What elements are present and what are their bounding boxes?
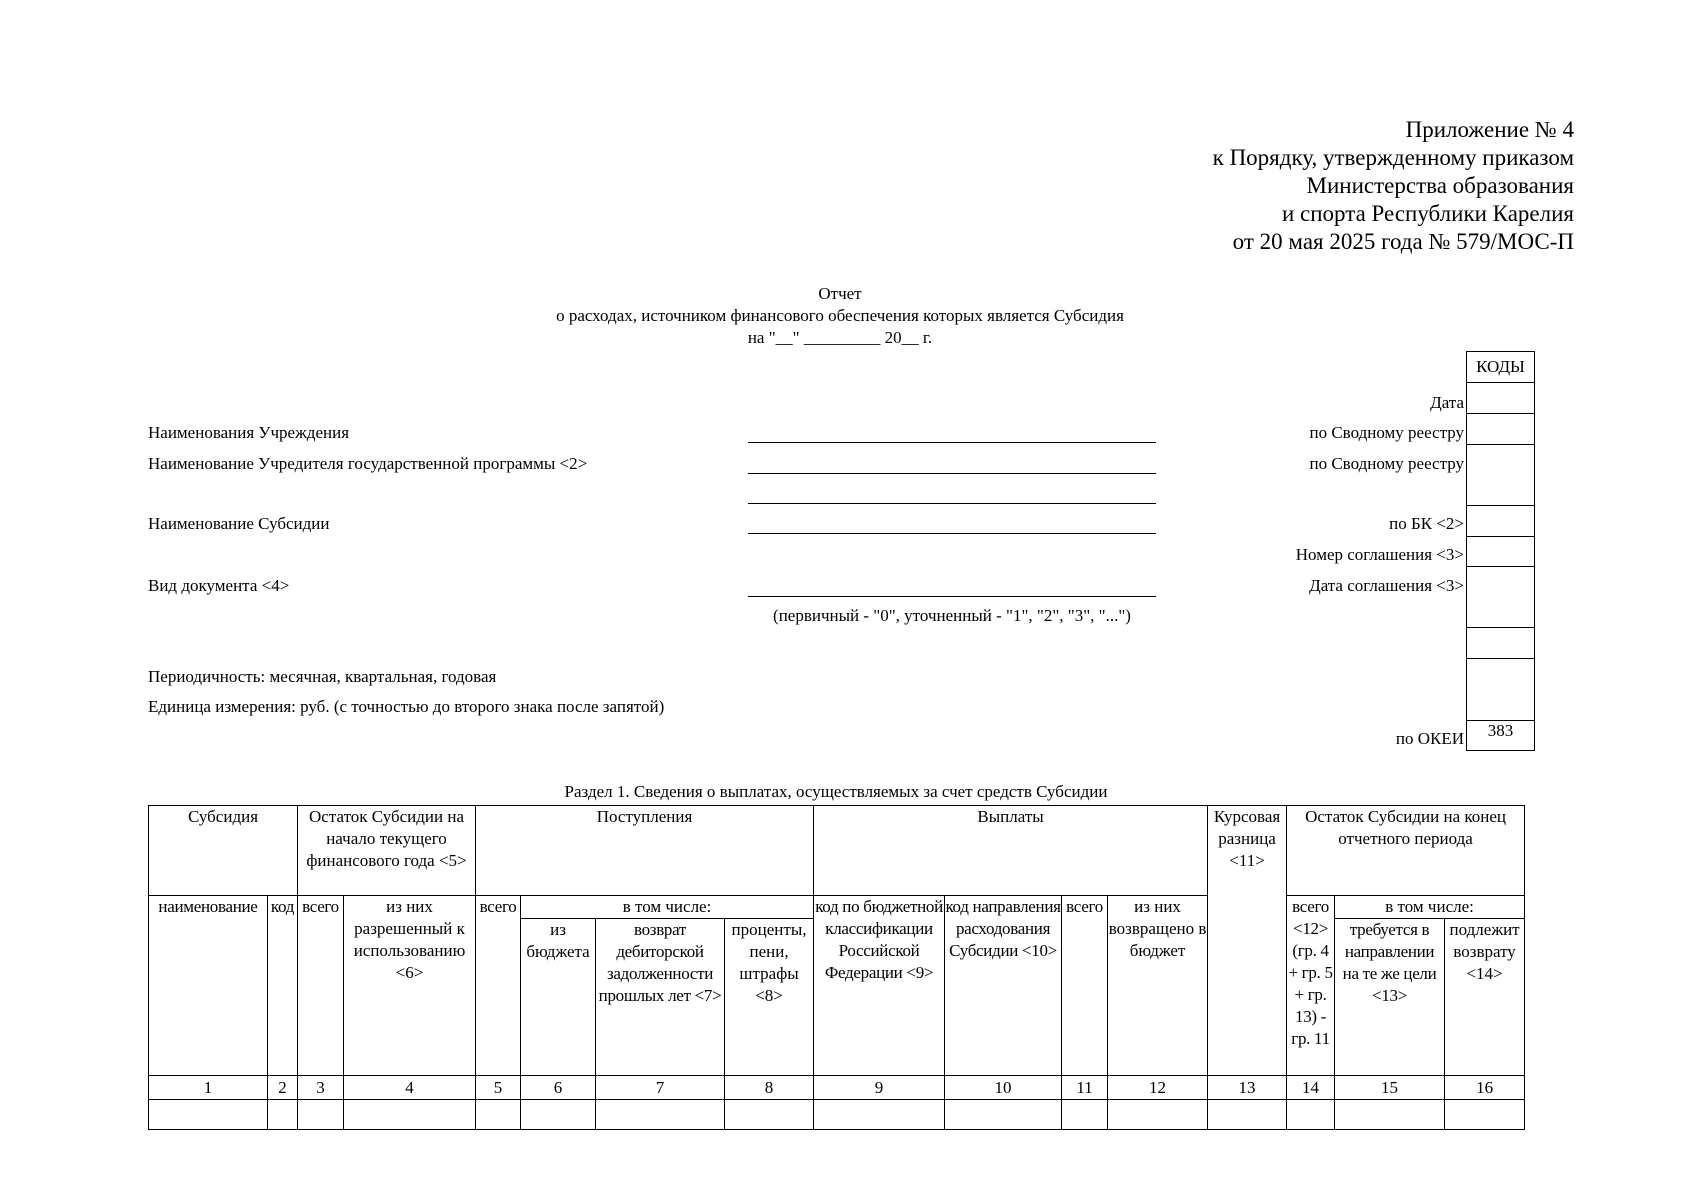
header-bk-code: код по бюджетной классификации Российской Федерации <9>: [814, 896, 945, 1076]
header-returned: из них возвращено в бюджет: [1108, 896, 1208, 1076]
label-doc-type: Вид документа <4>: [148, 576, 290, 595]
header-receipts: Поступления: [476, 806, 814, 896]
code-label-date: Дата: [1430, 393, 1464, 412]
table-cell[interactable]: [814, 1100, 945, 1130]
code-label-okei: по ОКЕИ: [1395, 729, 1464, 748]
label-institution: Наименования Учреждения: [148, 423, 350, 442]
table-cell[interactable]: [268, 1100, 298, 1130]
table-cell[interactable]: [945, 1100, 1062, 1130]
code-cell-bk[interactable]: [1467, 505, 1535, 536]
report-title: [480, 283, 1200, 349]
col-number: 12: [1108, 1076, 1208, 1100]
header-total-balance: всего: [298, 896, 344, 1076]
header-from-budget: из бюджета: [521, 919, 596, 1076]
approval-line: Министерства образования: [1306, 173, 1574, 198]
table-cell[interactable]: [1335, 1100, 1445, 1130]
table-cell[interactable]: [344, 1100, 476, 1130]
codes-box: [1466, 351, 1535, 751]
code-label-agreement-no: Номер соглашения <3>: [1295, 545, 1464, 564]
approval-line: и спорта Республики Карелия: [1281, 201, 1574, 226]
col-number: 7: [596, 1076, 725, 1100]
col-number: 5: [476, 1076, 521, 1100]
col-number: 6: [521, 1076, 596, 1100]
code-label-registry-1: по Сводному реестру: [1309, 423, 1464, 442]
code-cell-agreement-no[interactable]: [1467, 536, 1535, 566]
col-number: 13: [1208, 1076, 1287, 1100]
table-cell[interactable]: [1208, 1100, 1287, 1130]
field-line-doc-type[interactable]: [748, 596, 1156, 597]
col-number: 8: [725, 1076, 814, 1100]
col-number: 4: [344, 1076, 476, 1100]
table-cell[interactable]: [1108, 1100, 1208, 1130]
approval-line: Приложение № 4: [1405, 117, 1574, 142]
col-number: 1: [149, 1076, 268, 1100]
header-incl-receipts: в том числе:: [521, 896, 814, 919]
field-line-founder-2[interactable]: [748, 503, 1156, 504]
header-name: наименование: [149, 896, 268, 1076]
table-cell[interactable]: [476, 1100, 521, 1130]
table-cell[interactable]: [149, 1100, 268, 1130]
label-unit: Единица измерения: руб. (с точностью до второго знака после запятой): [148, 697, 665, 716]
header-balance-start: Остаток Субсидии на начало текущего финансового года <5>: [298, 806, 476, 896]
header-balance-end: Остаток Субсидии на конец отчетного периода: [1287, 806, 1525, 896]
header-code: код: [268, 896, 298, 1076]
code-cell-date[interactable]: [1467, 383, 1535, 413]
col-number: 15: [1335, 1076, 1445, 1100]
field-line-subsidy[interactable]: [748, 533, 1156, 534]
header-payments: Выплаты: [814, 806, 1208, 896]
header-incl-end: в том числе:: [1335, 896, 1525, 919]
label-subsidy: Наименование Субсидии: [148, 514, 330, 533]
header-interest: проценты, пени, штрафы <8>: [725, 919, 814, 1076]
header-receivables: возврат дебиторской задолженности прошлых лет <7>: [596, 919, 725, 1076]
header-exchange-diff: Курсовая разница <11>: [1208, 806, 1287, 1076]
col-number: 9: [814, 1076, 945, 1100]
code-cell-okei: 383: [1467, 720, 1535, 750]
table-cell[interactable]: [1062, 1100, 1108, 1130]
approval-line: от 20 мая 2025 года № 579/МОС-П: [1232, 229, 1574, 254]
col-number: 14: [1287, 1076, 1335, 1100]
title-line-2: о расходах, источником финансового обеспечения которых является Субсидия: [556, 306, 1124, 325]
col-number: 10: [945, 1076, 1062, 1100]
codes-header: КОДЫ: [1467, 352, 1535, 383]
code-cell-registry-1[interactable]: [1467, 413, 1535, 444]
table-cell[interactable]: [521, 1100, 596, 1130]
table-cell[interactable]: [1445, 1100, 1525, 1130]
code-label-agreement-date: Дата соглашения <3>: [1309, 576, 1464, 595]
approval-block: [874, 116, 1574, 256]
label-periodicity: Периодичность: месячная, квартальная, годовая: [148, 667, 497, 686]
field-line-institution[interactable]: [748, 442, 1156, 443]
section-title: Раздел 1. Сведения о выплатах, осуществляемых за счет средств Субсидии: [564, 782, 1108, 801]
title-line-3: на "__" _________ 20__ г.: [747, 328, 933, 347]
code-cell-extra-1[interactable]: [1467, 627, 1535, 658]
doc-type-hint: (первичный - "0", уточненный - "1", "2", "3", "..."): [773, 606, 1131, 625]
table-row: [149, 1100, 1525, 1130]
code-cell-registry-2[interactable]: [1467, 444, 1535, 505]
col-number: 11: [1062, 1076, 1108, 1100]
payments-table: [148, 805, 1525, 1130]
code-cell-extra-2[interactable]: [1467, 659, 1535, 721]
header-allowed: из них разрешенный к использованию <6>: [344, 896, 476, 1076]
code-cell-agreement-date[interactable]: [1467, 567, 1535, 628]
col-number: 16: [1445, 1076, 1525, 1100]
header-required: требуется в направлении на те же цели <13>: [1335, 919, 1445, 1076]
field-line-founder[interactable]: [748, 473, 1156, 474]
label-founder: Наименование Учредителя государственной программы <2>: [148, 454, 588, 473]
title-line-1: Отчет: [818, 284, 862, 303]
header-direction-code: код направления расходования Субсидии <10>: [945, 896, 1062, 1076]
header-total-payments: всего: [1062, 896, 1108, 1076]
col-number: 2: [268, 1076, 298, 1100]
approval-line: к Порядку, утвержденному приказом: [1212, 145, 1574, 170]
table-cell[interactable]: [596, 1100, 725, 1130]
code-label-bk: по БК <2>: [1389, 514, 1464, 533]
header-total-receipts: всего: [476, 896, 521, 1076]
col-number: 3: [298, 1076, 344, 1100]
table-cell[interactable]: [1287, 1100, 1335, 1130]
header-to-return: подлежит возврату <14>: [1445, 919, 1525, 1076]
header-total-end: всего <12> (гр. 4 + гр. 5 + гр. 13) - гр. 11: [1287, 896, 1335, 1076]
table-cell[interactable]: [298, 1100, 344, 1130]
code-label-registry-2: по Сводному реестру: [1309, 454, 1464, 473]
header-subsidy: Субсидия: [149, 806, 298, 896]
table-cell[interactable]: [725, 1100, 814, 1130]
